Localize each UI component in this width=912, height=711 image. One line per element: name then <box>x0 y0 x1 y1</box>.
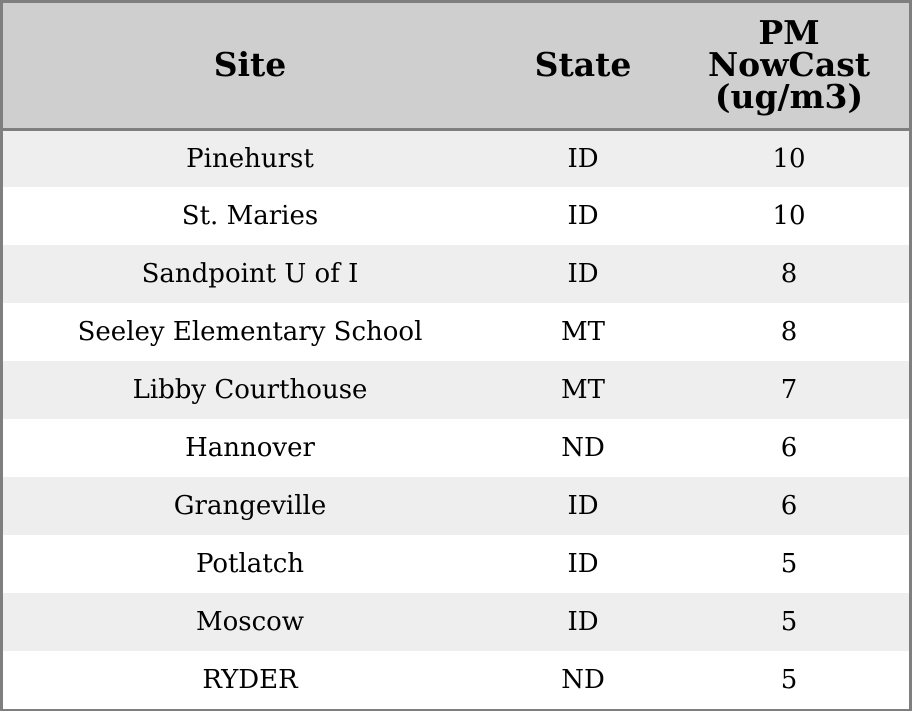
table-row <box>3 651 909 709</box>
cell-state: ID <box>567 491 599 521</box>
table-row <box>3 419 909 477</box>
cell-site: Potlatch <box>195 549 305 579</box>
cell-site: Sandpoint U of I <box>141 259 359 289</box>
cell-site: Pinehurst <box>186 143 314 174</box>
cell-pm-nowcast: 10 <box>772 201 806 231</box>
cell-state: ID <box>567 201 599 231</box>
cell-site: RYDER <box>202 665 298 695</box>
cell-state: ID <box>567 259 599 289</box>
table-row <box>3 129 909 187</box>
table-row <box>3 477 909 535</box>
header-site: Site <box>3 3 497 129</box>
cell-pm-nowcast: 6 <box>780 491 798 521</box>
cell-state: ID <box>567 607 599 637</box>
cell-pm-nowcast: 6 <box>780 433 798 463</box>
pm-nowcast-table <box>3 3 909 709</box>
cell-site: St. Maries <box>181 201 319 231</box>
cell-state: MT <box>561 317 605 347</box>
cell-site: Moscow <box>195 607 305 637</box>
header-pm-nowcast <box>669 3 909 129</box>
table-row <box>3 361 909 419</box>
table-body <box>3 129 909 709</box>
cell-pm-nowcast: 10 <box>772 143 806 174</box>
header-pm-line-2: NowCast <box>707 45 871 85</box>
header-pm-line-3: (ug/m3) <box>714 77 864 117</box>
cell-state: ND <box>561 665 605 695</box>
table-row <box>3 245 909 303</box>
cell-site: Grangeville <box>173 491 327 521</box>
table-row <box>3 535 909 593</box>
cell-site: Hannover <box>185 433 315 463</box>
cell-pm-nowcast: 5 <box>780 665 798 695</box>
cell-pm-nowcast: 5 <box>780 607 798 637</box>
header-pm-line-1: PM <box>758 13 820 53</box>
table-row <box>3 593 909 651</box>
table-header-row <box>3 3 909 129</box>
cell-pm-nowcast: 5 <box>780 549 798 579</box>
cell-site: Seeley Elementary School <box>77 317 423 347</box>
cell-state: ID <box>567 549 599 579</box>
cell-pm-nowcast: 8 <box>780 317 798 347</box>
cell-site: Libby Courthouse <box>132 375 368 405</box>
cell-pm-nowcast: 7 <box>780 375 798 405</box>
table-row <box>3 303 909 361</box>
cell-pm-nowcast: 8 <box>780 259 798 289</box>
cell-state: ID <box>567 143 599 174</box>
cell-state: MT <box>561 375 605 405</box>
table-row <box>3 187 909 245</box>
header-state: State <box>497 3 669 129</box>
cell-state: ND <box>561 433 605 463</box>
